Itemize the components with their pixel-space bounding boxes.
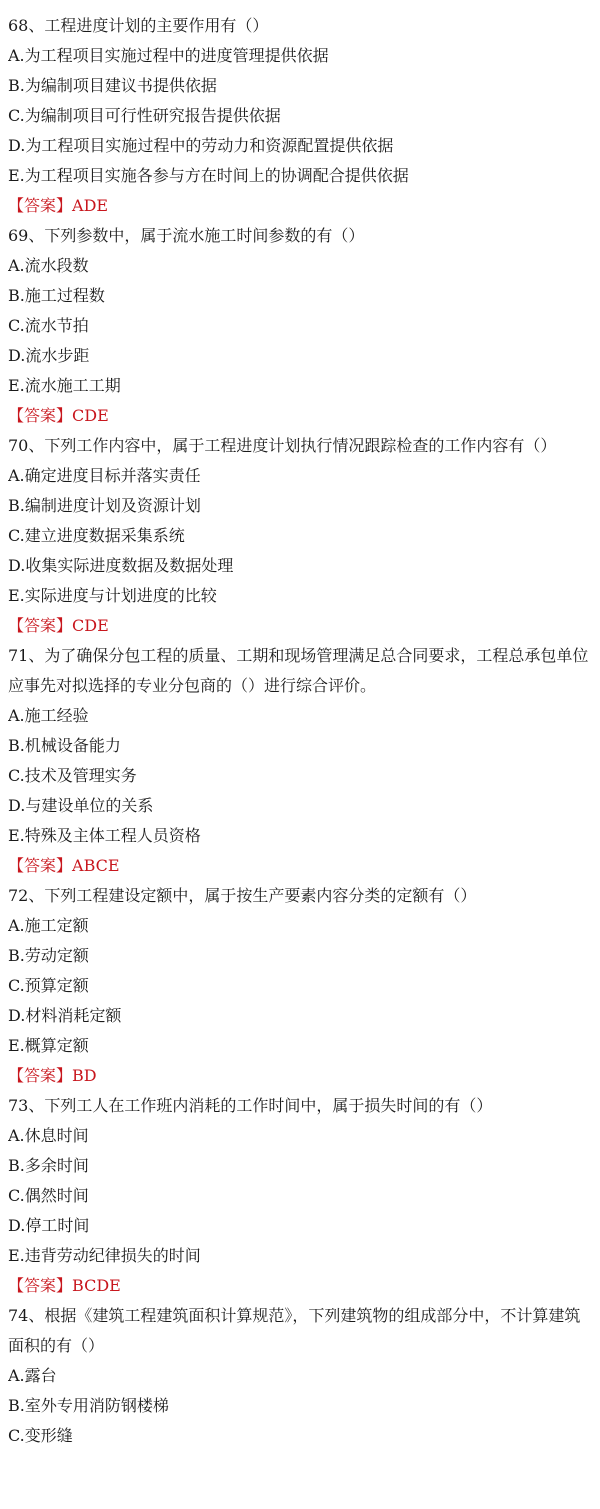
question-74 (8, 1301, 594, 1451)
option-c: C.流水节拍 (8, 316, 89, 335)
answer-value: ADE (72, 196, 109, 215)
option-d: D.为工程项目实施过程中的劳动力和资源配置提供依据 (8, 136, 394, 155)
option-b: B.劳动定额 (8, 946, 89, 965)
answer-value: BCDE (72, 1276, 121, 1295)
answer-line (8, 1271, 594, 1301)
question-73 (8, 1091, 594, 1301)
question-72 (8, 881, 594, 1091)
question-stem: 73、下列工人在工作班内消耗的工作时间中，属于损失时间的有（） (8, 1096, 493, 1115)
question-70 (8, 431, 594, 641)
answer-value: ABCE (72, 856, 120, 875)
question-71 (8, 641, 594, 881)
answer-value: CDE (72, 406, 109, 425)
option-d: D.收集实际进度数据及数据处理 (8, 556, 234, 575)
option-e: E.概算定额 (8, 1036, 89, 1055)
question-69 (8, 221, 594, 431)
option-c: C.为编制项目可行性研究报告提供依据 (8, 106, 281, 125)
question-68 (8, 11, 594, 221)
option-e: E.流水施工工期 (8, 376, 121, 395)
option-d: D.停工时间 (8, 1216, 90, 1235)
option-b: B.施工过程数 (8, 286, 105, 305)
answer-line (8, 191, 594, 221)
option-e: E.为工程项目实施各参与方在时间上的协调配合提供依据 (8, 166, 409, 185)
option-d: D.材料消耗定额 (8, 1006, 122, 1025)
answer-label: 【答案】 (8, 1276, 73, 1295)
option-c: C.建立进度数据采集系统 (8, 526, 185, 545)
answer-line (8, 401, 594, 431)
option-b: B.多余时间 (8, 1156, 89, 1175)
option-e: E.违背劳动纪律损失的时间 (8, 1246, 201, 1265)
option-b: B.室外专用消防钢楼梯 (8, 1396, 169, 1415)
option-b: B.编制进度计划及资源计划 (8, 496, 201, 515)
option-a: A.施工定额 (8, 916, 89, 935)
option-a: A.流水段数 (8, 256, 89, 275)
option-a: A.露台 (8, 1366, 57, 1385)
question-stem: 74、根据《建筑工程建筑面积计算规范》，下列建筑物的组成部分中，不计算建筑面积的有（） (8, 1306, 581, 1355)
question-stem: 69、下列参数中，属于流水施工时间参数的有（） (8, 226, 365, 245)
answer-value: CDE (72, 616, 109, 635)
option-c: C.变形缝 (8, 1426, 73, 1445)
question-stem: 68、工程进度计划的主要作用有（） (8, 16, 269, 35)
option-a: A.施工经验 (8, 706, 89, 725)
option-d: D.流水步距 (8, 346, 90, 365)
answer-line (8, 611, 594, 641)
answer-line (8, 851, 594, 881)
question-stem: 70、下列工作内容中，属于工程进度计划执行情况跟踪检查的工作内容有（） (8, 436, 557, 455)
answer-value: BD (72, 1066, 97, 1085)
option-b: B.为编制项目建议书提供依据 (8, 76, 217, 95)
option-c: C.预算定额 (8, 976, 89, 995)
option-a: A.休息时间 (8, 1126, 89, 1145)
answer-label: 【答案】 (8, 196, 73, 215)
answer-label: 【答案】 (8, 406, 73, 425)
question-stem: 72、下列工程建设定额中，属于按生产要素内容分类的定额有（） (8, 886, 477, 905)
option-e: E.实际进度与计划进度的比较 (8, 586, 217, 605)
option-c: C.技术及管理实务 (8, 766, 137, 785)
option-d: D.与建设单位的关系 (8, 796, 154, 815)
option-a: A.确定进度目标并落实责任 (8, 466, 201, 485)
answer-label: 【答案】 (8, 856, 73, 875)
answer-label: 【答案】 (8, 1066, 73, 1085)
option-a: A.为工程项目实施过程中的进度管理提供依据 (8, 46, 329, 65)
answer-line (8, 1061, 594, 1091)
answer-label: 【答案】 (8, 616, 73, 635)
question-stem: 71、为了确保分包工程的质量、工期和现场管理满足总合同要求，工程总承包单位应事先对拟选择的专业分包商的（）进行综合评价。 (8, 646, 589, 695)
exam-document (8, 11, 594, 1451)
option-b: B.机械设备能力 (8, 736, 121, 755)
option-c: C.偶然时间 (8, 1186, 89, 1205)
option-e: E.特殊及主体工程人员资格 (8, 826, 201, 845)
